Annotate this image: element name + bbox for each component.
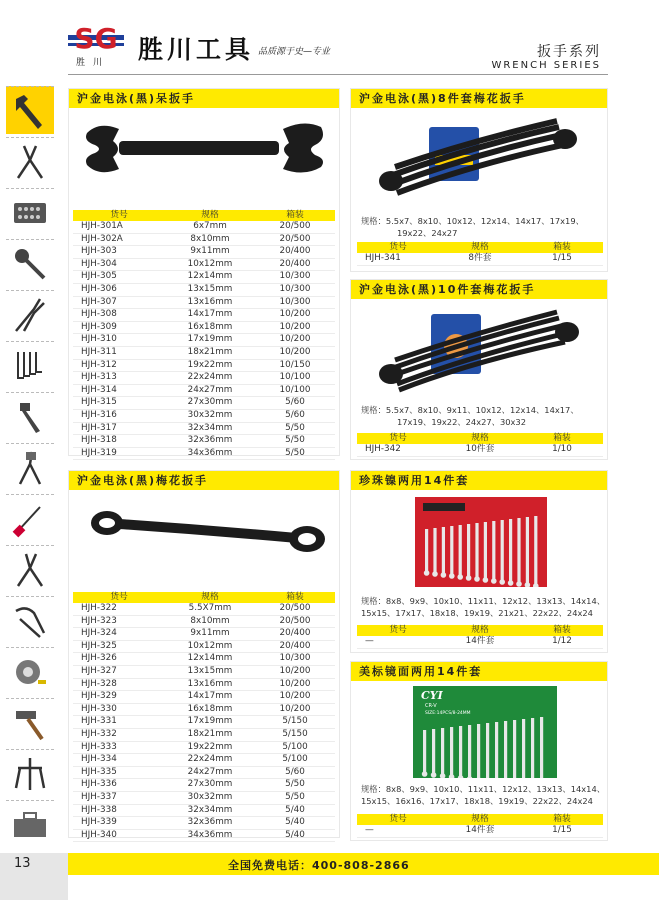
table-row <box>73 359 335 372</box>
cell-pack: 5/150 <box>255 716 335 729</box>
cell-pack: 20/500 <box>255 221 335 233</box>
panel-box-end-wrench <box>68 470 340 838</box>
cell-code: HJH-301A <box>73 221 165 233</box>
table-row <box>73 791 335 804</box>
spec-line-2: 19x22、24x27 <box>397 228 458 238</box>
gear-puller-icon[interactable] <box>6 749 54 797</box>
col-header-size: 规格 <box>165 592 255 603</box>
table-row <box>73 435 335 448</box>
crimping-tool-icon[interactable] <box>6 443 54 491</box>
green-pouch-wrench-set-image <box>413 686 557 778</box>
page-number: 13 <box>14 856 31 871</box>
table-row <box>73 246 335 259</box>
bolt-cutter-icon[interactable] <box>6 290 54 338</box>
table-row <box>73 741 335 754</box>
col-header-pack: 箱装 <box>521 814 603 825</box>
cell-code: HJH-313 <box>73 372 165 385</box>
cell-pack: 10/200 <box>255 334 335 347</box>
cell-pack: 5/40 <box>255 804 335 817</box>
cell-pack: 10/100 <box>255 372 335 385</box>
cell-code: HJH-318 <box>73 435 165 448</box>
cell-size: 22x24mm <box>165 754 255 767</box>
cell-code: HJH-319 <box>73 447 165 460</box>
set10-spec-table <box>357 433 603 457</box>
cell-code: HJH-305 <box>73 271 165 284</box>
table-row <box>73 615 335 628</box>
cell-pack: 5/40 <box>255 817 335 830</box>
table-row <box>73 233 335 246</box>
cell-pack: 10/300 <box>255 283 335 296</box>
logo-subtitle: 胜川 <box>76 58 111 68</box>
spec-line-2: 17x19、19x22、24x27、30x32 <box>397 417 526 427</box>
cell-code: HJH-335 <box>73 766 165 779</box>
table-row <box>357 444 603 456</box>
cell-size: 9x11mm <box>165 246 255 259</box>
cell-code: HJH-325 <box>73 640 165 653</box>
table-row <box>73 653 335 666</box>
panel-pearl-nickel-14pc <box>350 470 608 653</box>
cell-pack: 10/300 <box>255 271 335 284</box>
table-header-row <box>357 625 603 636</box>
col-header-code: 货号 <box>357 433 439 444</box>
cell-code: HJH-310 <box>73 334 165 347</box>
cell-code: HJH-337 <box>73 791 165 804</box>
hammer-icon[interactable] <box>6 698 54 746</box>
spec-line-2: 15x15、17x17、18x18、19x19、21x21、22x22、24x24 <box>361 608 593 618</box>
col-header-code: 货号 <box>357 242 439 253</box>
red-pouch-wrench-set-image <box>415 497 547 587</box>
cell-size: 14x17mm <box>165 691 255 704</box>
set8-spec-table <box>357 242 603 266</box>
pliers-icon[interactable] <box>6 137 54 185</box>
cell-code: HJH-309 <box>73 321 165 334</box>
cell-pack: 20/400 <box>255 258 335 271</box>
table-row <box>73 754 335 767</box>
tape-measure-icon[interactable] <box>6 647 54 695</box>
cell-code: HJH-340 <box>73 829 165 842</box>
cell-code: — <box>357 825 439 837</box>
table-row <box>73 296 335 309</box>
cell-pack: 1/15 <box>521 825 603 837</box>
cell-code: HJH-322 <box>73 603 165 615</box>
table-body <box>357 253 603 265</box>
cell-pack: 5/60 <box>255 397 335 410</box>
col-header-size: 规格 <box>165 210 255 221</box>
spec-line-1: 规格：8x8、9x9、10x10、11x11、12x12、13x13、14x14、 <box>361 784 606 794</box>
table-row <box>73 665 335 678</box>
table-row <box>73 447 335 460</box>
hex-key-set-icon[interactable] <box>6 341 54 389</box>
col-header-size: 规格 <box>439 625 521 636</box>
brand-slogan: 品质源于史—专业 <box>258 47 331 57</box>
cell-size: 12x14mm <box>165 653 255 666</box>
cell-pack: 5/50 <box>255 779 335 792</box>
table-row <box>73 422 335 435</box>
pouch-material-text: CR-V <box>425 703 437 709</box>
cell-size: 8x10mm <box>165 615 255 628</box>
cell-pack: 1/10 <box>521 444 603 456</box>
table-row <box>73 716 335 729</box>
col-header-size: 规格 <box>439 433 521 444</box>
table-row <box>73 829 335 842</box>
table-row <box>73 271 335 284</box>
cell-size: 27x30mm <box>165 397 255 410</box>
table-header-row <box>357 242 603 253</box>
cell-pack: 5/50 <box>255 435 335 448</box>
cell-size: 10件套 <box>439 444 521 456</box>
table-row <box>73 678 335 691</box>
panel-title: 沪金电泳(黑)8件套梅花扳手 <box>351 89 607 108</box>
table-row <box>73 603 335 615</box>
cell-size: 24x27mm <box>165 766 255 779</box>
series-title-en: WRENCH SERIES <box>491 60 601 71</box>
cell-size: 13x16mm <box>165 296 255 309</box>
cell-code: HJH-338 <box>73 804 165 817</box>
panel-mirror-14pc <box>350 661 608 841</box>
cell-code: HJH-326 <box>73 653 165 666</box>
table-header-row <box>73 592 335 603</box>
cell-size: 9x11mm <box>165 628 255 641</box>
cell-code: HJH-302A <box>73 233 165 246</box>
cell-size: 18x21mm <box>165 728 255 741</box>
col-header-pack: 箱装 <box>521 625 603 636</box>
cell-pack: 5/40 <box>255 829 335 842</box>
brand-logo <box>68 22 124 68</box>
cell-code: HJH-323 <box>73 615 165 628</box>
cell-code: HJH-307 <box>73 296 165 309</box>
table-body <box>357 636 603 648</box>
cell-size: 13x16mm <box>165 678 255 691</box>
table-row <box>73 321 335 334</box>
wire-stripper-icon[interactable] <box>6 545 54 593</box>
cell-size: 16x18mm <box>165 703 255 716</box>
cell-code: HJH-330 <box>73 703 165 716</box>
cell-size: 13x15mm <box>165 283 255 296</box>
cell-size: 32x34mm <box>165 804 255 817</box>
table-row <box>73 283 335 296</box>
cell-size: 22x24mm <box>165 372 255 385</box>
cell-size: 17x19mm <box>165 716 255 729</box>
cell-code: HJH-303 <box>73 246 165 259</box>
cell-code: HJH-324 <box>73 628 165 641</box>
cell-pack: 20/400 <box>255 246 335 259</box>
table-row <box>357 636 603 648</box>
table-row <box>73 409 335 422</box>
page-number-box <box>0 853 68 900</box>
cell-size: 10x12mm <box>165 640 255 653</box>
table-row <box>73 346 335 359</box>
locking-pliers-icon[interactable] <box>6 596 54 644</box>
cell-size: 24x27mm <box>165 384 255 397</box>
table-body <box>357 825 603 837</box>
pearl14-spec-table <box>357 625 603 649</box>
table-body <box>73 603 335 842</box>
cell-pack: 5/100 <box>255 741 335 754</box>
table-row <box>73 703 335 716</box>
cell-pack: 10/200 <box>255 703 335 716</box>
cell-code: HJH-327 <box>73 665 165 678</box>
col-header-code: 货号 <box>357 814 439 825</box>
table-row <box>73 258 335 271</box>
box-end-spec-table <box>73 592 335 842</box>
open-end-spec-table <box>73 210 335 460</box>
table-row <box>357 253 603 265</box>
col-header-pack: 箱装 <box>255 210 335 221</box>
table-row <box>73 766 335 779</box>
series-title-cn: 扳手系列 <box>537 44 601 60</box>
table-row <box>73 372 335 385</box>
cell-code: HJH-312 <box>73 359 165 372</box>
cell-code: HJH-339 <box>73 817 165 830</box>
sg-logo-icon <box>68 22 124 54</box>
cell-size: 27x30mm <box>165 779 255 792</box>
socket-set-icon[interactable] <box>6 188 54 236</box>
hotline-text: 全国免费电话：400-808-2866 <box>228 859 410 872</box>
cell-code: HJH-331 <box>73 716 165 729</box>
cell-size: 30x32mm <box>165 791 255 804</box>
cell-size: 8件套 <box>439 253 521 265</box>
cell-size: 34x36mm <box>165 829 255 842</box>
cell-size: 6x7mm <box>165 221 255 233</box>
box-end-wrench-image <box>87 505 327 555</box>
panel-open-end-wrench <box>68 88 340 456</box>
cell-size: 32x34mm <box>165 422 255 435</box>
col-header-code: 货号 <box>73 210 165 221</box>
panel-title: 美标镜面两用14件套 <box>351 662 607 681</box>
cell-size: 10x12mm <box>165 258 255 271</box>
table-row <box>73 640 335 653</box>
toolbox-icon[interactable] <box>6 800 54 848</box>
brand-name: 胜川工具 <box>138 35 255 64</box>
cell-code: HJH-336 <box>73 779 165 792</box>
cell-size: 16x18mm <box>165 321 255 334</box>
spec-line-2: 15x15、16x16、17x17、18x18、19x19、22x22、24x24 <box>361 796 593 806</box>
cell-pack: 10/200 <box>255 309 335 322</box>
table-header-row <box>73 210 335 221</box>
cell-code: HJH-316 <box>73 409 165 422</box>
cell-code: HJH-328 <box>73 678 165 691</box>
cell-pack: 20/500 <box>255 615 335 628</box>
ratchet-icon[interactable] <box>6 239 54 287</box>
col-header-pack: 箱装 <box>521 433 603 444</box>
pipe-wrench-icon[interactable] <box>6 392 54 440</box>
cell-size: 32x36mm <box>165 817 255 830</box>
cell-code: HJH-306 <box>73 283 165 296</box>
cell-size: 32x36mm <box>165 435 255 448</box>
cell-size: 14x17mm <box>165 309 255 322</box>
cell-pack: 1/12 <box>521 636 603 648</box>
panel-10pc-set <box>350 279 608 460</box>
cell-code: HJH-311 <box>73 346 165 359</box>
open-end-wrench-image <box>79 119 329 179</box>
adjustable-wrench-icon[interactable] <box>6 86 54 134</box>
panel-title: 沪金电泳(黑)梅花扳手 <box>69 471 339 490</box>
cell-size: 14件套 <box>439 636 521 648</box>
cell-pack: 10/300 <box>255 296 335 309</box>
panel-8pc-set <box>350 88 608 272</box>
spec-line-1: 规格：8x8、9x9、10x10、11x11、12x12、13x13、14x14、 <box>361 596 606 606</box>
cell-size: 19x22mm <box>165 359 255 372</box>
cell-size: 13x15mm <box>165 665 255 678</box>
cell-code: HJH-315 <box>73 397 165 410</box>
mirror14-spec-table <box>357 814 603 838</box>
cell-code: HJH-314 <box>73 384 165 397</box>
table-header-row <box>357 814 603 825</box>
cell-code: HJH-334 <box>73 754 165 767</box>
spec-line-1: 规格：5.5x7、8x10、10x12、12x14、14x17、17x19、 <box>361 216 584 226</box>
panel-title: 珍珠镍两用14件套 <box>351 471 607 490</box>
col-header-code: 货号 <box>73 592 165 603</box>
category-sidebar <box>0 86 58 851</box>
cell-size: 34x36mm <box>165 447 255 460</box>
cell-size: 17x19mm <box>165 334 255 347</box>
8pc-wrench-set-image <box>371 115 591 211</box>
logo-letters: SG <box>74 22 118 54</box>
table-row <box>73 779 335 792</box>
cell-pack: 10/300 <box>255 653 335 666</box>
cell-size: 12x14mm <box>165 271 255 284</box>
cell-size: 14件套 <box>439 825 521 837</box>
panel-title: 沪金电泳(黑)10件套梅花扳手 <box>351 280 607 299</box>
col-header-pack: 箱装 <box>255 592 335 603</box>
10pc-wrench-set-image <box>371 304 591 400</box>
cell-size: 5.5X7mm <box>165 603 255 615</box>
cell-pack: 20/500 <box>255 233 335 246</box>
pouch-brand-text: CYI <box>421 689 443 702</box>
cell-size: 30x32mm <box>165 409 255 422</box>
table-row <box>73 817 335 830</box>
table-row <box>73 384 335 397</box>
table-row <box>73 628 335 641</box>
table-row <box>357 825 603 837</box>
cell-code: HJH-308 <box>73 309 165 322</box>
cell-pack: 20/500 <box>255 603 335 615</box>
panel-title: 沪金电泳(黑)呆扳手 <box>69 89 339 108</box>
table-row <box>73 728 335 741</box>
cell-pack: 1/15 <box>521 253 603 265</box>
table-row <box>73 397 335 410</box>
table-row <box>73 309 335 322</box>
cell-pack: 5/50 <box>255 447 335 460</box>
cell-pack: 20/400 <box>255 628 335 641</box>
cell-pack: 10/200 <box>255 678 335 691</box>
col-header-size: 规格 <box>439 242 521 253</box>
cell-size: 8x10mm <box>165 233 255 246</box>
cell-size: 19x22mm <box>165 741 255 754</box>
cell-code: HJH-342 <box>357 444 439 456</box>
col-header-size: 规格 <box>439 814 521 825</box>
table-body <box>73 221 335 460</box>
cell-pack: 5/60 <box>255 409 335 422</box>
cell-code: HJH-332 <box>73 728 165 741</box>
cell-pack: 10/200 <box>255 321 335 334</box>
screwdriver-icon[interactable] <box>6 494 54 542</box>
cell-pack: 10/200 <box>255 665 335 678</box>
table-header-row <box>357 433 603 444</box>
cell-pack: 20/400 <box>255 640 335 653</box>
table-row <box>73 691 335 704</box>
cell-pack: 10/100 <box>255 384 335 397</box>
cell-pack: 10/200 <box>255 691 335 704</box>
header-divider <box>68 74 608 75</box>
col-header-pack: 箱装 <box>521 242 603 253</box>
cell-pack: 10/200 <box>255 346 335 359</box>
cell-code: HJH-329 <box>73 691 165 704</box>
cell-pack: 5/50 <box>255 791 335 804</box>
table-body <box>357 444 603 456</box>
cell-code: HJH-341 <box>357 253 439 265</box>
cell-code: HJH-333 <box>73 741 165 754</box>
table-row <box>73 334 335 347</box>
cell-pack: 5/100 <box>255 754 335 767</box>
table-row <box>73 221 335 233</box>
cell-pack: 5/60 <box>255 766 335 779</box>
cell-code: HJH-304 <box>73 258 165 271</box>
table-row <box>73 804 335 817</box>
pouch-size-text: SIZE:14PCS/8-24MM <box>425 711 471 716</box>
cell-pack: 10/150 <box>255 359 335 372</box>
cell-code: — <box>357 636 439 648</box>
spec-line-1: 规格：5.5x7、8x10、9x11、10x12、12x14、14x17、 <box>361 405 579 415</box>
cell-code: HJH-317 <box>73 422 165 435</box>
cell-size: 18x21mm <box>165 346 255 359</box>
cell-pack: 5/150 <box>255 728 335 741</box>
cell-pack: 5/50 <box>255 422 335 435</box>
col-header-code: 货号 <box>357 625 439 636</box>
